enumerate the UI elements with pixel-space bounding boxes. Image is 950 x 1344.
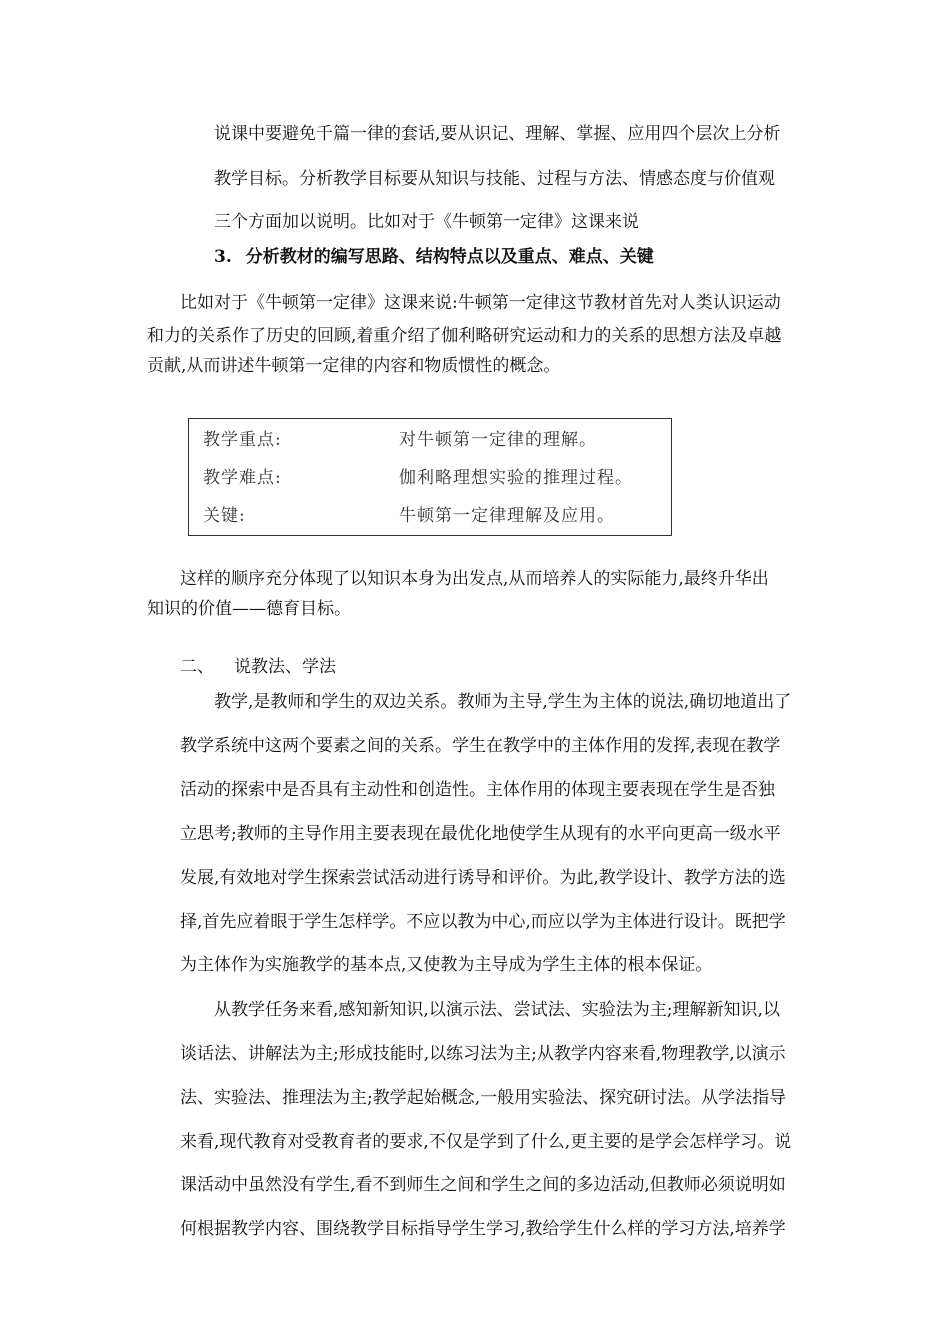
key-point-row bbox=[203, 465, 663, 491]
teaching-line: 发展,有效地对学生探索尝试活动进行诱导和评价。为此,教学设计、教学方法的选 bbox=[180, 868, 786, 888]
tasks-line: 课活动中虽然没有学生,看不到师生之间和学生之间的多边活动,但教师必须说明如 bbox=[180, 1175, 786, 1195]
example-line: 比如对于《牛顿第一定律》这课来说:牛顿第一定律这节教材首先对人类认识运动 bbox=[180, 293, 781, 313]
example-line: 贡献,从而讲述牛顿第一定律的内容和物质惯性的概念。 bbox=[147, 356, 561, 376]
teaching-line: 活动的探索中是否具有主动性和创造性。主体作用的体现主要表现在学生是否独 bbox=[180, 780, 775, 800]
key-point-value: 对牛顿第一定律的理解。 bbox=[399, 430, 597, 450]
key-point-label: 教学难点: bbox=[203, 468, 282, 488]
intro-line: 教学目标。分析教学目标要从知识与技能、过程与方法、情感态度与价值观 bbox=[214, 169, 775, 189]
heading-text: 分析教材的编写思路、结构特点以及重点、难点、关键 bbox=[245, 247, 654, 267]
teaching-line: 教学系统中这两个要素之间的关系。学生在教学中的主体作用的发挥,表现在教学 bbox=[180, 736, 781, 756]
key-point-value: 伽利略理想实验的推理过程。 bbox=[399, 468, 633, 488]
section-heading-3 bbox=[214, 245, 654, 269]
example-line: 和力的关系作了历史的回顾,着重介绍了伽利略研究运动和力的关系的思想方法及卓越 bbox=[147, 326, 782, 346]
tasks-line: 谈话法、讲解法为主;形成技能时,以练习法为主;从教学内容来看,物理教学,以演示 bbox=[180, 1044, 786, 1064]
tasks-line: 何根据教学内容、围绕教学目标指导学生学习,教给学生什么样的学习方法,培养学 bbox=[180, 1219, 786, 1239]
key-point-value: 牛顿第一定律理解及应用。 bbox=[399, 506, 615, 526]
key-point-label: 教学重点: bbox=[203, 430, 282, 450]
tasks-line: 法、实验法、推理法为主;教学起始概念,一般用实验法、探究研讨法。从学法指导 bbox=[180, 1088, 787, 1108]
intro-line: 三个方面加以说明。比如对于《牛顿第一定律》这课来说 bbox=[214, 212, 639, 232]
section-number: 二、 bbox=[180, 657, 214, 677]
key-point-row bbox=[203, 503, 663, 529]
teaching-line: 择,首先应着眼于学生怎样学。不应以教为中心,而应以学为主体进行设计。既把学 bbox=[180, 912, 786, 932]
key-points-box bbox=[188, 418, 672, 536]
teaching-line: 为主体作为实施教学的基本点,又使教为主导成为学生主体的根本保证。 bbox=[180, 955, 713, 975]
section-heading-2 bbox=[180, 655, 336, 679]
teaching-line: 教学,是教师和学生的双边关系。教师为主导,学生为主体的说法,确切地道出了 bbox=[214, 692, 792, 712]
intro-line: 说课中要避免千篇一律的套话,要从识记、理解、掌握、应用四个层次上分析 bbox=[214, 124, 781, 144]
order-line: 知识的价值——德育目标。 bbox=[147, 599, 351, 619]
key-point-label: 关键: bbox=[203, 506, 246, 526]
teaching-line: 立思考;教师的主导作用主要表现在最优化地使学生从现有的水平向更高一级水平 bbox=[180, 824, 781, 844]
tasks-line: 从教学任务来看,感知新知识,以演示法、尝试法、实验法为主;理解新知识,以 bbox=[214, 1000, 780, 1020]
key-point-row bbox=[203, 427, 663, 453]
order-line: 这样的顺序充分体现了以知识本身为出发点,从而培养人的实际能力,最终升华出 bbox=[180, 569, 769, 589]
tasks-line: 来看,现代教育对受教育者的要求,不仅是学到了什么,更主要的是学会怎样学习。说 bbox=[180, 1132, 792, 1152]
heading-number: 3. bbox=[214, 247, 232, 267]
section-title: 说教法、学法 bbox=[234, 657, 336, 677]
